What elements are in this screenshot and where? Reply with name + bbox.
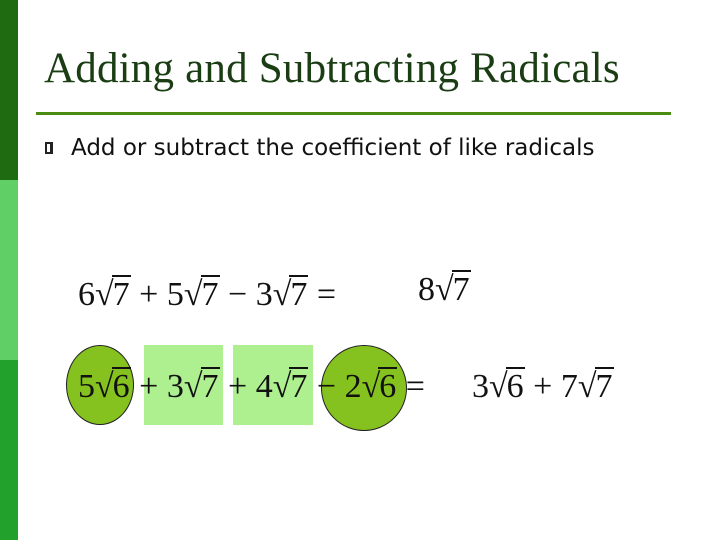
expr2-term4: 2√6 [344, 368, 397, 405]
side-bar-bottom [0, 360, 18, 540]
expr1-equals: = [316, 276, 337, 313]
expression-1 [78, 275, 336, 314]
side-bar-middle [0, 180, 18, 360]
bullet-text: Add or subtract the coefficient of like radicals [71, 135, 595, 161]
title-underline [36, 112, 671, 115]
expr1-term1: 6√7 [78, 276, 130, 313]
expr2-op3: − [316, 368, 337, 405]
expr2-term3: 4√7 [255, 368, 308, 405]
slide-title: Adding and Subtracting Radicals [44, 45, 620, 92]
expr2-equals: = [405, 368, 425, 405]
expr2-op2: + [228, 368, 248, 405]
expr2-term1: 5√6 [78, 368, 130, 405]
expression-2-result: 3√6 + 7√7 [472, 368, 613, 405]
expr1-op1: + [139, 276, 159, 313]
expr2-term2: 3√7 [166, 368, 219, 405]
bullet-square-icon [45, 142, 53, 154]
expr1-term3: 3√7 [255, 276, 308, 313]
expr2-op1: + [139, 368, 159, 405]
side-bar-top [0, 0, 18, 180]
expression-2 [78, 367, 425, 406]
expr1-op2: − [228, 276, 248, 313]
expr1-term2: 5√7 [166, 276, 219, 313]
expression-1-result: 8√7 [418, 271, 470, 308]
